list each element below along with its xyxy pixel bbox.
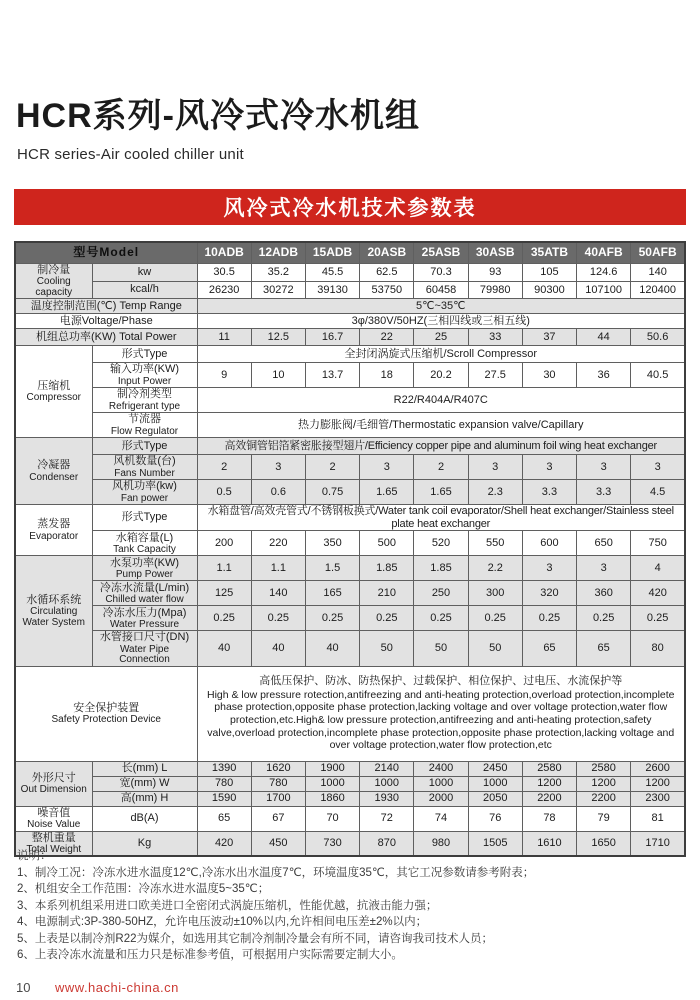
table-row xyxy=(15,363,685,388)
value-cell: 2600 xyxy=(631,761,685,776)
value-cell: 600 xyxy=(522,531,576,556)
table-row xyxy=(15,281,685,299)
value-cell: 1505 xyxy=(468,831,522,856)
value-cell: 0.5 xyxy=(197,480,251,505)
value-cell: 72 xyxy=(360,806,414,831)
group-label-cell: 制冷量 Cooling capacity xyxy=(15,264,92,299)
value-cell: 10 xyxy=(251,363,305,388)
value-cell: 1620 xyxy=(251,761,305,776)
table-row xyxy=(15,606,685,631)
value-cell: 105 xyxy=(522,264,576,282)
value-cell: 1200 xyxy=(577,776,631,791)
value-cell: 37 xyxy=(522,329,576,346)
row-label-cell: dB(A) xyxy=(92,806,197,831)
row-label-cell: 电源Voltage/Phase xyxy=(15,314,197,329)
value-cell: 200 xyxy=(197,531,251,556)
value-cell: 1860 xyxy=(305,791,359,806)
value-cell: 140 xyxy=(631,264,685,282)
group-label-cell: 水循环系统 Circulating Water System xyxy=(15,556,92,666)
group-label-cell: 压缩机 Compressor xyxy=(15,346,92,438)
value-cell: 0.6 xyxy=(251,480,305,505)
value-cell: 25 xyxy=(414,329,468,346)
table-row xyxy=(15,806,685,831)
model-column-header: 25ASB xyxy=(414,242,468,264)
value-cell: 1.65 xyxy=(360,480,414,505)
value-cell: 120400 xyxy=(631,281,685,299)
row-label-cell: 温度控制范围(℃) Temp Range xyxy=(15,299,197,314)
value-cell: 93 xyxy=(468,264,522,282)
group-label-cell: 蒸发器 Evaporator xyxy=(15,505,92,556)
value-cell: 80 xyxy=(631,631,685,666)
value-cell: 1390 xyxy=(197,761,251,776)
value-cell: 50 xyxy=(414,631,468,666)
value-cell: 2 xyxy=(414,455,468,480)
value-cell: 2 xyxy=(305,455,359,480)
value-cell: 125 xyxy=(197,581,251,606)
value-cell: 1000 xyxy=(305,776,359,791)
value-cell: 0.25 xyxy=(197,606,251,631)
row-label-cell: 长(mm) L xyxy=(92,761,197,776)
value-cell: 3 xyxy=(577,556,631,581)
value-cell: 3 xyxy=(251,455,305,480)
table-row xyxy=(15,264,685,282)
value-cell: 2000 xyxy=(414,791,468,806)
value-cell: 3 xyxy=(522,556,576,581)
value-cell: 79980 xyxy=(468,281,522,299)
table-row xyxy=(15,631,685,666)
model-column-header: 50AFB xyxy=(631,242,685,264)
note-item: 5、上表是以制冷剂R22为媒介，如选用其它制冷剂制冷量会有所不同，请咨询我司技术人员； xyxy=(17,932,493,945)
value-cell: 4.5 xyxy=(631,480,685,505)
table-row xyxy=(15,438,685,455)
value-cell: 3 xyxy=(631,455,685,480)
value-cell: 1000 xyxy=(468,776,522,791)
value-cell: 74 xyxy=(414,806,468,831)
value-cell: 350 xyxy=(305,531,359,556)
value-cell: 2200 xyxy=(577,791,631,806)
table-row xyxy=(15,666,685,761)
row-label-cell: 安全保护装置 Safety Protection Device xyxy=(15,666,197,761)
table-row xyxy=(15,346,685,363)
value-cell: 165 xyxy=(305,581,359,606)
span-value-cell: 3φ/380V/50HZ(三相四线或三相五线) xyxy=(197,314,685,329)
value-cell: 2050 xyxy=(468,791,522,806)
value-cell: 1200 xyxy=(631,776,685,791)
value-cell: 2.2 xyxy=(468,556,522,581)
value-cell: 70 xyxy=(305,806,359,831)
value-cell: 2580 xyxy=(522,761,576,776)
row-label-cell: 形式Type xyxy=(92,346,197,363)
website-link: www.hachi-china.cn xyxy=(55,980,179,995)
row-label-cell: 输入功率(KW) Input Power xyxy=(92,363,197,388)
group-label-cell: 外形尺寸 Out Dimension xyxy=(15,761,92,806)
note-item: 2、机组安全工作范围：冷冻水进水温度5~35℃； xyxy=(17,883,270,895)
value-cell: 44 xyxy=(577,329,631,346)
value-cell: 2140 xyxy=(360,761,414,776)
value-cell: 300 xyxy=(468,581,522,606)
value-cell: 67 xyxy=(251,806,305,831)
value-cell: 750 xyxy=(631,531,685,556)
value-cell: 0.25 xyxy=(305,606,359,631)
group-label-cell: 冷凝器 Condenser xyxy=(15,438,92,505)
value-cell: 0.25 xyxy=(468,606,522,631)
note-item: 3、本系列机组采用进口欧美进口全密闭式涡旋压缩机，性能优越，抗液击能力强； xyxy=(17,899,438,912)
value-cell: 0.75 xyxy=(305,480,359,505)
value-cell: 420 xyxy=(631,581,685,606)
value-cell: 2450 xyxy=(468,761,522,776)
value-cell: 50.6 xyxy=(631,329,685,346)
model-column-header: 20ASB xyxy=(360,242,414,264)
table-row xyxy=(15,761,685,776)
row-label-cell: 形式Type xyxy=(92,438,197,455)
table-row xyxy=(15,388,685,413)
table-row xyxy=(15,314,685,329)
row-label-cell: 风机数量(台) Fans Number xyxy=(92,455,197,480)
value-cell: 870 xyxy=(360,831,414,856)
value-cell: 107100 xyxy=(577,281,631,299)
value-cell: 76 xyxy=(468,806,522,831)
value-cell: 1.1 xyxy=(197,556,251,581)
value-cell: 78 xyxy=(522,806,576,831)
value-cell: 3 xyxy=(577,455,631,480)
value-cell: 1.85 xyxy=(360,556,414,581)
value-cell: 65 xyxy=(522,631,576,666)
value-cell: 3 xyxy=(522,455,576,480)
row-label-cell: 机组总功率(KW) Total Power xyxy=(15,329,197,346)
spec-table xyxy=(14,241,686,857)
note-item: 6、上表冷冻水流量和压力只是标准参考值，可根据用户实际需要定制大小。 xyxy=(17,949,403,961)
value-cell: 1650 xyxy=(577,831,631,856)
row-label-cell: 水管接口尺寸(DN) Water Pipe Connection xyxy=(92,631,197,666)
row-label-cell: 水泵功率(KW) Pump Power xyxy=(92,556,197,581)
value-cell: 79 xyxy=(577,806,631,831)
value-cell: 0.25 xyxy=(414,606,468,631)
value-cell: 450 xyxy=(251,831,305,856)
value-cell: 320 xyxy=(522,581,576,606)
value-cell: 1.65 xyxy=(414,480,468,505)
value-cell: 50 xyxy=(360,631,414,666)
value-cell: 1.85 xyxy=(414,556,468,581)
model-column-header: 15ADB xyxy=(305,242,359,264)
value-cell: 3.3 xyxy=(522,480,576,505)
table-row xyxy=(15,556,685,581)
value-cell: 0.25 xyxy=(360,606,414,631)
notes-heading: 说明： xyxy=(17,850,52,862)
value-cell: 33 xyxy=(468,329,522,346)
value-cell: 16.7 xyxy=(305,329,359,346)
value-cell: 140 xyxy=(251,581,305,606)
value-cell: 65 xyxy=(577,631,631,666)
value-cell: 30.5 xyxy=(197,264,251,282)
value-cell: 2 xyxy=(197,455,251,480)
table-row xyxy=(15,480,685,505)
value-cell: 90300 xyxy=(522,281,576,299)
value-cell: 1000 xyxy=(360,776,414,791)
table-row xyxy=(15,455,685,480)
value-cell: 36 xyxy=(577,363,631,388)
row-label-cell: 风机功率(kw) Fan power xyxy=(92,480,197,505)
row-label-cell: 宽(mm) W xyxy=(92,776,197,791)
value-cell: 3 xyxy=(468,455,522,480)
note-item: 4、电源制式:3P-380-50HZ，允许电压波动±10%以内,允许相间电压差±2%以内； xyxy=(17,916,428,928)
row-label-cell: kcal/h xyxy=(92,281,197,299)
table-row xyxy=(15,581,685,606)
notes-section xyxy=(17,848,683,964)
value-cell: 0.25 xyxy=(522,606,576,631)
value-cell: 40 xyxy=(251,631,305,666)
model-column-header: 30ASB xyxy=(468,242,522,264)
value-cell: 2580 xyxy=(577,761,631,776)
value-cell: 730 xyxy=(305,831,359,856)
table-row xyxy=(15,413,685,438)
value-cell: 3.3 xyxy=(577,480,631,505)
value-cell: 60458 xyxy=(414,281,468,299)
table-header-row xyxy=(15,242,685,264)
row-label-cell: 形式Type xyxy=(92,505,197,531)
value-cell: 1.1 xyxy=(251,556,305,581)
page-number: 10 xyxy=(16,980,31,995)
value-cell: 27.5 xyxy=(468,363,522,388)
span-value-cell: 5℃~35℃ xyxy=(197,299,685,314)
value-cell: 65 xyxy=(197,806,251,831)
value-cell: 220 xyxy=(251,531,305,556)
value-cell: 0.25 xyxy=(631,606,685,631)
value-cell: 650 xyxy=(577,531,631,556)
value-cell: 30 xyxy=(522,363,576,388)
value-cell: 780 xyxy=(251,776,305,791)
row-label-cell: 冷冻水流量(L/min) Chilled water flow xyxy=(92,581,197,606)
value-cell: 0.25 xyxy=(251,606,305,631)
value-cell: 124.6 xyxy=(577,264,631,282)
value-cell: 39130 xyxy=(305,281,359,299)
model-column-header: 40AFB xyxy=(577,242,631,264)
value-cell: 2.3 xyxy=(468,480,522,505)
row-label-cell: 水箱容量(L) Tank Capacity xyxy=(92,531,197,556)
section-banner: 风冷式冷水机技术参数表 xyxy=(14,189,686,225)
value-cell: 40 xyxy=(197,631,251,666)
span-value-cell: 高效铜管铝箔紧密胀接型翅片/Efficiency copper pipe and aluminum foil wing heat exchanger xyxy=(197,438,685,455)
value-cell: 210 xyxy=(360,581,414,606)
value-cell: 53750 xyxy=(360,281,414,299)
value-cell: 12.5 xyxy=(251,329,305,346)
group-label-cell: 噪音值 Noise Value xyxy=(15,806,92,831)
value-cell: 360 xyxy=(577,581,631,606)
value-cell: 1200 xyxy=(522,776,576,791)
value-cell: 18 xyxy=(360,363,414,388)
value-cell: 22 xyxy=(360,329,414,346)
model-header-label: 型号Model xyxy=(15,242,197,264)
table-row xyxy=(15,505,685,531)
table-row xyxy=(15,791,685,806)
span-value-cell: 高低压保护、防冰、防热保护、过载保护、相位保护、过电压、水流保护等 High & low pressure rotection,antifreezing and anti-heating protection,overload protection,incomplete phase protection,opposite phase protection,lacking voltage and over voltage protection,water flow protection,etc.High& low pressure protection,antifreezing and anti-heating protection,safety valve,overload protection,incomplete phase protection,opposite phase protection,lacking voltage and over voltage protection,water flow protection,etc xyxy=(197,666,685,761)
model-column-header: 35ATB xyxy=(522,242,576,264)
row-label-cell: 冷冻水压力(Mpa) Water Pressure xyxy=(92,606,197,631)
value-cell: 1610 xyxy=(522,831,576,856)
value-cell: 2300 xyxy=(631,791,685,806)
table-row xyxy=(15,531,685,556)
table-row xyxy=(15,329,685,346)
value-cell: 1930 xyxy=(360,791,414,806)
value-cell: 1700 xyxy=(251,791,305,806)
value-cell: 250 xyxy=(414,581,468,606)
value-cell: 0.25 xyxy=(577,606,631,631)
value-cell: 420 xyxy=(197,831,251,856)
row-label-cell: Kg xyxy=(92,831,197,856)
value-cell: 550 xyxy=(468,531,522,556)
model-column-header: 10ADB xyxy=(197,242,251,264)
row-label-cell: 高(mm) H xyxy=(92,791,197,806)
table-row xyxy=(15,299,685,314)
value-cell: 62.5 xyxy=(360,264,414,282)
value-cell: 2200 xyxy=(522,791,576,806)
row-label-cell: 制冷剂类型 Refrigerant type xyxy=(92,388,197,413)
model-column-header: 12ADB xyxy=(251,242,305,264)
value-cell: 1.5 xyxy=(305,556,359,581)
value-cell: 26230 xyxy=(197,281,251,299)
value-cell: 4 xyxy=(631,556,685,581)
value-cell: 81 xyxy=(631,806,685,831)
page-title: HCR系列-风冷式冷水机组 xyxy=(16,97,420,135)
note-item: 1、制冷工况：冷冻水进水温度12℃,冷冻水出水温度7℃，环境温度35℃，其它工况参数请参考附表； xyxy=(17,866,535,879)
value-cell: 780 xyxy=(197,776,251,791)
value-cell: 3 xyxy=(360,455,414,480)
group-label-cell: 整机重量 Total Weight xyxy=(15,831,92,856)
value-cell: 45.5 xyxy=(305,264,359,282)
value-cell: 500 xyxy=(360,531,414,556)
value-cell: 35.2 xyxy=(251,264,305,282)
value-cell: 11 xyxy=(197,329,251,346)
value-cell: 20.2 xyxy=(414,363,468,388)
value-cell: 40 xyxy=(305,631,359,666)
value-cell: 30272 xyxy=(251,281,305,299)
value-cell: 13.7 xyxy=(305,363,359,388)
value-cell: 1710 xyxy=(631,831,685,856)
value-cell: 50 xyxy=(468,631,522,666)
span-value-cell: 热力膨胀阀/毛细管/Thermostatic expansion valve/Capillary xyxy=(197,413,685,438)
value-cell: 520 xyxy=(414,531,468,556)
value-cell: 70.3 xyxy=(414,264,468,282)
value-cell: 980 xyxy=(414,831,468,856)
table-row xyxy=(15,776,685,791)
page-subtitle: HCR series-Air cooled chiller unit xyxy=(17,146,244,163)
row-label-cell: kw xyxy=(92,264,197,282)
value-cell: 1590 xyxy=(197,791,251,806)
value-cell: 40.5 xyxy=(631,363,685,388)
row-label-cell: 节流器 Flow Regulator xyxy=(92,413,197,438)
span-value-cell: 全封闭涡旋式压缩机/Scroll Compressor xyxy=(197,346,685,363)
value-cell: 9 xyxy=(197,363,251,388)
span-value-cell: R22/R404A/R407C xyxy=(197,388,685,413)
value-cell: 2400 xyxy=(414,761,468,776)
value-cell: 1000 xyxy=(414,776,468,791)
value-cell: 1900 xyxy=(305,761,359,776)
span-value-cell: 水箱盘管/高效壳管式/不锈钢板换式/Water tank coil evaporator/Shell heat exchanger/Stainless steel plate heat exchanger xyxy=(197,505,685,531)
